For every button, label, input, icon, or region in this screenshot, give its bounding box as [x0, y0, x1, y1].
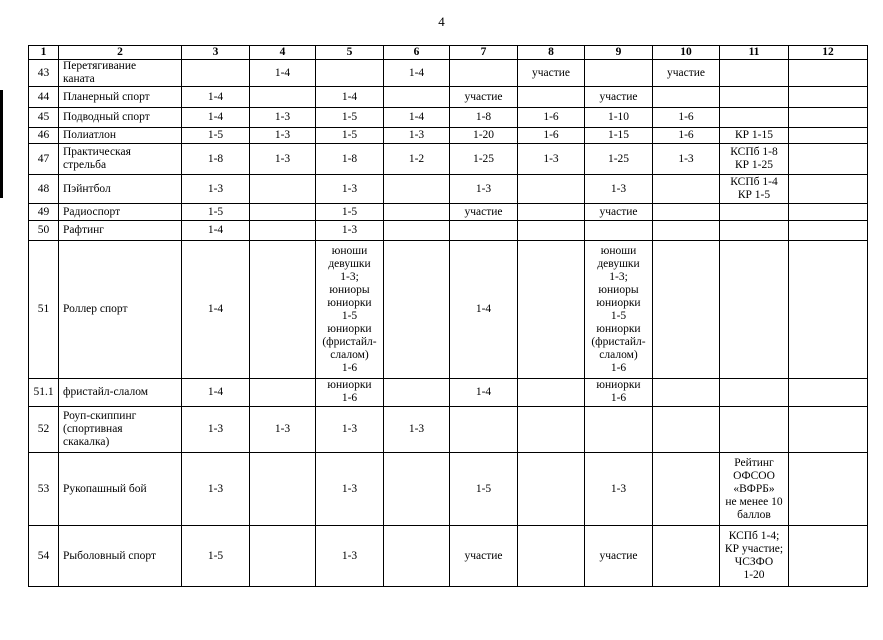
table-cell: 1-6: [518, 128, 585, 144]
row-number: 43: [29, 60, 59, 87]
table-cell: 1-4: [384, 60, 450, 87]
table-cell: 1-5: [182, 526, 250, 587]
table-cell: [384, 204, 450, 221]
row-number: 51: [29, 241, 59, 379]
row-number: 50: [29, 221, 59, 241]
table-cell: [653, 526, 720, 587]
table-cell: участие: [518, 60, 585, 87]
table-cell: участие: [585, 204, 653, 221]
column-header: 10: [653, 46, 720, 60]
table-cell: 1-3: [316, 526, 384, 587]
table-cell: 1-4: [182, 87, 250, 108]
table-cell: [518, 87, 585, 108]
table-cell: 1-3: [250, 108, 316, 128]
table-cell: 1-8: [182, 144, 250, 175]
row-number: 52: [29, 407, 59, 453]
table-cell: 1-25: [585, 144, 653, 175]
table-row: [29, 379, 868, 407]
table-cell: [518, 453, 585, 526]
table-row: [29, 221, 868, 241]
sport-name: Рафтинг: [59, 221, 182, 241]
table-cell: юноши девушки 1-3; юниоры юниорки 1-5 юниорки (фристайл- слалом) 1-6: [316, 241, 384, 379]
table-cell: [789, 60, 868, 87]
table-cell: [182, 60, 250, 87]
table-cell: 1-5: [182, 204, 250, 221]
table-cell: 1-2: [384, 144, 450, 175]
page-number: 4: [438, 14, 445, 29]
sport-name: Полиатлон: [59, 128, 182, 144]
table-cell: [518, 241, 585, 379]
row-number: 51.1: [29, 379, 59, 407]
sport-name: Практическая стрельба: [59, 144, 182, 175]
column-header: 7: [450, 46, 518, 60]
table-cell: 1-6: [518, 108, 585, 128]
table-cell: [384, 87, 450, 108]
sport-name: Роллер спорт: [59, 241, 182, 379]
row-number: 48: [29, 175, 59, 204]
column-header: 1: [29, 46, 59, 60]
table-cell: 1-3: [316, 407, 384, 453]
table-cell: [789, 128, 868, 144]
table-cell: [518, 175, 585, 204]
column-header: 12: [789, 46, 868, 60]
table-cell: [585, 407, 653, 453]
table-cell: [518, 221, 585, 241]
table-cell: [384, 453, 450, 526]
column-header: 11: [720, 46, 789, 60]
table-row: [29, 108, 868, 128]
table-cell: [250, 241, 316, 379]
table-cell: 1-4: [250, 60, 316, 87]
column-header: 5: [316, 46, 384, 60]
row-number: 49: [29, 204, 59, 221]
table-cell: 1-3: [384, 128, 450, 144]
column-header: 2: [59, 46, 182, 60]
table-cell: [384, 241, 450, 379]
table-cell: [720, 60, 789, 87]
table-cell: [653, 379, 720, 407]
table-cell: [720, 221, 789, 241]
table-cell: 1-10: [585, 108, 653, 128]
sport-name: Рукопашный бой: [59, 453, 182, 526]
table-cell: участие: [585, 526, 653, 587]
table-cell: КСПб 1-4; КР участие; ЧСЗФО 1-20: [720, 526, 789, 587]
table-cell: [653, 204, 720, 221]
table-cell: [653, 407, 720, 453]
table-cell: [384, 379, 450, 407]
table-cell: Рейтинг ОФСОО «ВФРБ» не менее 10 баллов: [720, 453, 789, 526]
table-cell: [789, 175, 868, 204]
table-cell: 1-3: [384, 407, 450, 453]
table-cell: [250, 379, 316, 407]
table-cell: [720, 241, 789, 379]
table-cell: [720, 204, 789, 221]
table-cell: [250, 175, 316, 204]
table-cell: [585, 60, 653, 87]
table-cell: [653, 221, 720, 241]
margin-mark: [0, 90, 3, 198]
row-number: 45: [29, 108, 59, 128]
table-cell: 1-5: [316, 204, 384, 221]
table-cell: [653, 241, 720, 379]
table-row: [29, 144, 868, 175]
table-cell: 1-5: [316, 128, 384, 144]
table-cell: [789, 526, 868, 587]
table-cell: [653, 453, 720, 526]
table-cell: 1-3: [316, 221, 384, 241]
column-header: 3: [182, 46, 250, 60]
table-cell: 1-5: [316, 108, 384, 128]
table-cell: участие: [450, 204, 518, 221]
table-cell: [789, 144, 868, 175]
table-cell: [316, 60, 384, 87]
table-row: [29, 204, 868, 221]
table-cell: 1-5: [182, 128, 250, 144]
table-cell: 1-4: [316, 87, 384, 108]
row-number: 46: [29, 128, 59, 144]
table-cell: [518, 379, 585, 407]
table-cell: [585, 221, 653, 241]
column-header: 9: [585, 46, 653, 60]
table-cell: 1-8: [450, 108, 518, 128]
table-cell: [518, 407, 585, 453]
table-cell: КСПб 1-4 КР 1-5: [720, 175, 789, 204]
table-cell: [450, 60, 518, 87]
table-cell: 1-3: [182, 407, 250, 453]
header-row: [29, 46, 868, 60]
table-cell: [450, 221, 518, 241]
sport-name: Перетягивание каната: [59, 60, 182, 87]
column-header: 8: [518, 46, 585, 60]
table-cell: 1-20: [450, 128, 518, 144]
sport-name: фристайл-слалом: [59, 379, 182, 407]
table-cell: КСПб 1-8 КР 1-25: [720, 144, 789, 175]
sport-name: Подводный спорт: [59, 108, 182, 128]
table-cell: 1-3: [653, 144, 720, 175]
table-cell: 1-3: [316, 175, 384, 204]
row-number: 44: [29, 87, 59, 108]
table-cell: юноши девушки 1-3; юниоры юниорки 1-5 юниорки (фристайл- слалом) 1-6: [585, 241, 653, 379]
table-cell: [518, 204, 585, 221]
sport-name: Рыболовный спорт: [59, 526, 182, 587]
table-cell: 1-4: [182, 379, 250, 407]
table-cell: [789, 87, 868, 108]
table-cell: 1-4: [384, 108, 450, 128]
table-cell: КР 1-15: [720, 128, 789, 144]
table-cell: юниорки 1-6: [585, 379, 653, 407]
table-cell: 1-8: [316, 144, 384, 175]
table-cell: [250, 526, 316, 587]
table-cell: [518, 526, 585, 587]
table-cell: 1-3: [450, 175, 518, 204]
sport-name: Планерный спорт: [59, 87, 182, 108]
table-cell: участие: [450, 87, 518, 108]
table-cell: [250, 204, 316, 221]
table-cell: 1-3: [316, 453, 384, 526]
table-row: [29, 407, 868, 453]
table-cell: участие: [450, 526, 518, 587]
table-cell: [250, 453, 316, 526]
table-cell: [789, 241, 868, 379]
table-cell: 1-4: [182, 221, 250, 241]
table-cell: 1-4: [450, 241, 518, 379]
table-cell: 1-3: [250, 128, 316, 144]
table-cell: [384, 526, 450, 587]
table-cell: 1-4: [450, 379, 518, 407]
sports-table: [28, 45, 868, 587]
table-cell: [720, 407, 789, 453]
table-row: [29, 60, 868, 87]
table-cell: [384, 221, 450, 241]
table-cell: [450, 407, 518, 453]
table-cell: [250, 87, 316, 108]
table-cell: [789, 379, 868, 407]
table-cell: [720, 108, 789, 128]
table-cell: юниорки 1-6: [316, 379, 384, 407]
table-cell: [789, 204, 868, 221]
sport-name: Пэйнтбол: [59, 175, 182, 204]
table-cell: 1-15: [585, 128, 653, 144]
table-row: [29, 87, 868, 108]
table-cell: участие: [585, 87, 653, 108]
table-cell: [720, 379, 789, 407]
table-cell: 1-4: [182, 108, 250, 128]
column-header: 6: [384, 46, 450, 60]
column-header: 4: [250, 46, 316, 60]
row-number: 47: [29, 144, 59, 175]
table-cell: [789, 407, 868, 453]
table-cell: [789, 221, 868, 241]
table-cell: 1-3: [182, 453, 250, 526]
table-cell: 1-4: [182, 241, 250, 379]
table-cell: участие: [653, 60, 720, 87]
table-cell: 1-3: [585, 175, 653, 204]
sport-name: Роуп-скиппинг (спортивная скакалка): [59, 407, 182, 453]
table-row: [29, 241, 868, 379]
table-cell: [653, 87, 720, 108]
row-number: 54: [29, 526, 59, 587]
table-cell: 1-3: [518, 144, 585, 175]
table-cell: [720, 87, 789, 108]
table-cell: [384, 175, 450, 204]
table-cell: 1-5: [450, 453, 518, 526]
table-cell: 1-6: [653, 128, 720, 144]
table-cell: 1-3: [250, 407, 316, 453]
table-row: [29, 526, 868, 587]
table-row: [29, 128, 868, 144]
table-cell: [789, 108, 868, 128]
table-cell: 1-3: [182, 175, 250, 204]
table-cell: 1-25: [450, 144, 518, 175]
table-row: [29, 453, 868, 526]
table-cell: 1-3: [585, 453, 653, 526]
table-cell: [250, 221, 316, 241]
row-number: 53: [29, 453, 59, 526]
table-cell: [789, 453, 868, 526]
table-cell: [653, 175, 720, 204]
table-cell: 1-6: [653, 108, 720, 128]
table-row: [29, 175, 868, 204]
table-cell: 1-3: [250, 144, 316, 175]
sport-name: Радиоспорт: [59, 204, 182, 221]
